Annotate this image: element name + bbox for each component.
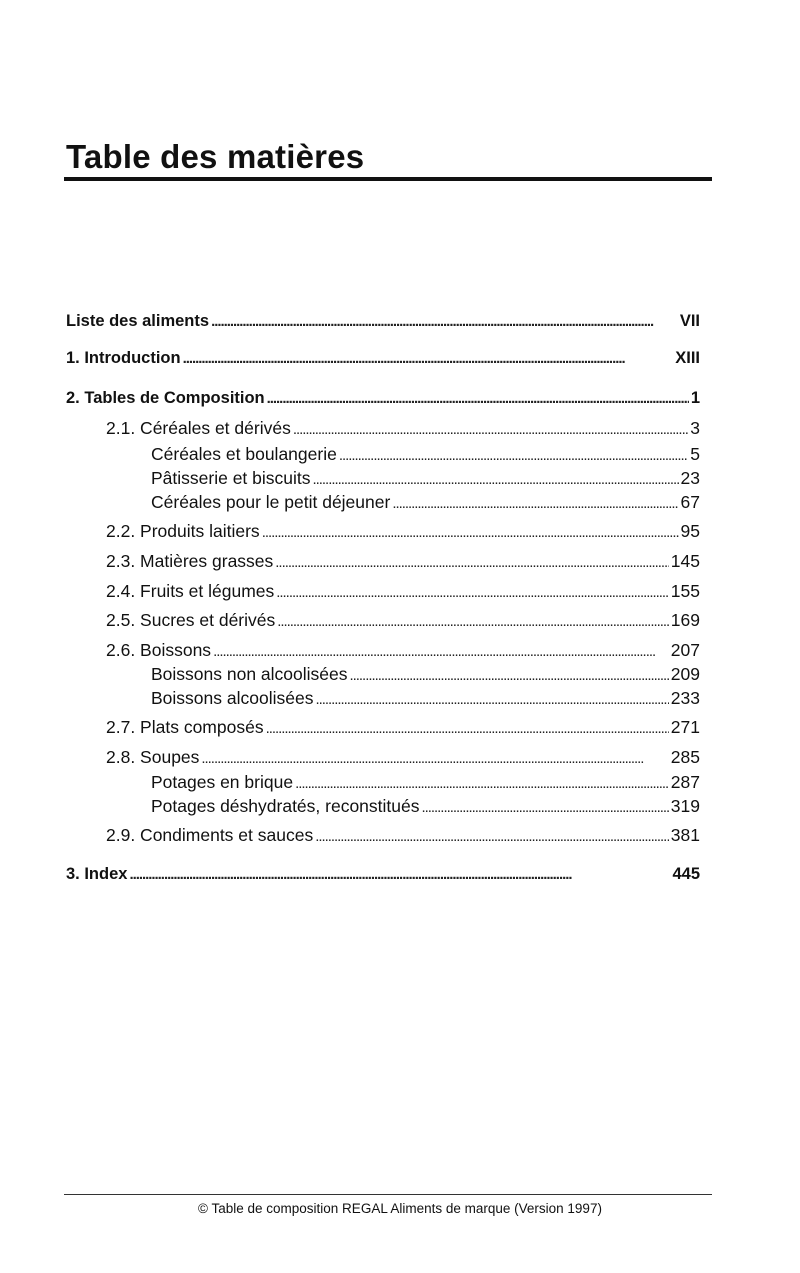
toc-entry — [106, 551, 700, 573]
toc-dot-leader — [422, 796, 669, 818]
toc-entry-label: Boissons alcoolisées — [151, 688, 314, 708]
toc-entry-page-number: 1 — [690, 389, 700, 407]
toc-entry — [66, 864, 700, 885]
toc-entry-page-number: 209 — [670, 664, 700, 684]
toc-dot-leader — [129, 864, 670, 885]
toc-entry-label: Boissons non alcoolisées — [151, 664, 348, 684]
toc-dot-leader — [315, 825, 669, 847]
toc-entry — [151, 772, 700, 794]
toc-entry-label: Potages en brique — [151, 772, 294, 792]
toc-entry-label: Pâtisserie et biscuits — [151, 468, 311, 488]
toc-dot-leader — [339, 444, 688, 466]
toc-entry — [106, 825, 700, 847]
toc-entry-page-number: 445 — [672, 865, 700, 883]
toc-dot-leader — [392, 492, 678, 514]
toc-dot-leader — [266, 717, 669, 739]
toc-entry — [66, 311, 700, 332]
toc-dot-leader — [262, 521, 679, 543]
toc-entry — [66, 348, 700, 369]
footer-copyright: © Table de composition REGAL Aliments de marque (Version 1997) — [198, 1201, 602, 1216]
toc-entry-page-number: 207 — [670, 640, 700, 660]
toc-dot-leader — [315, 688, 668, 710]
toc-entry-label: Potages déshydratés, reconstitués — [151, 796, 420, 816]
toc-entry-label: 2.3. Matières grasses — [106, 551, 274, 571]
toc-entry — [106, 747, 700, 769]
toc-entry-page-number: 285 — [670, 747, 700, 767]
toc-entry-label: 2.1. Céréales et dérivés — [106, 418, 291, 438]
toc-entry-label: 3. Index — [66, 865, 128, 883]
toc-dot-leader — [267, 388, 689, 409]
toc-dot-leader — [201, 747, 668, 769]
toc-entry-page-number: 155 — [670, 581, 700, 601]
toc-entry-label: 2.7. Plats composés — [106, 717, 264, 737]
toc-entry-page-number: 23 — [680, 468, 700, 488]
toc-dot-leader — [295, 772, 669, 794]
toc-entry-label: Liste des aliments — [66, 312, 210, 330]
toc-entry — [151, 796, 700, 818]
toc-entry-page-number: 3 — [690, 418, 700, 438]
toc-dot-leader — [277, 610, 669, 632]
toc-entry-page-number: 381 — [670, 825, 700, 845]
toc-dot-leader — [276, 581, 669, 603]
toc-entry — [106, 610, 700, 632]
toc-entry-label: 2.8. Soupes — [106, 747, 200, 767]
page-title: Table des matières — [66, 138, 365, 175]
toc-entry-label: 2.4. Fruits et légumes — [106, 581, 275, 601]
toc-entry-page-number: 233 — [670, 688, 700, 708]
toc-dot-leader — [183, 348, 674, 369]
toc-entry — [151, 688, 700, 710]
toc-entry — [151, 468, 700, 490]
toc-dot-leader — [213, 640, 669, 662]
toc-dot-leader — [293, 418, 688, 440]
toc-entry-label: 2. Tables de Composition — [66, 389, 265, 407]
toc-entry-label: 2.2. Produits laitiers — [106, 521, 260, 541]
toc-entry-label: Céréales et boulangerie — [151, 444, 337, 464]
toc-entry — [66, 388, 700, 409]
toc-entry-page-number: 145 — [670, 551, 700, 571]
toc-dot-leader — [350, 664, 669, 686]
toc-entry — [151, 492, 700, 514]
toc-entry-page-number: VII — [679, 312, 700, 330]
toc-entry-page-number: XIII — [675, 349, 700, 367]
toc-entry-label: 1. Introduction — [66, 349, 181, 367]
toc-entry — [151, 444, 700, 466]
toc-entry-label: 2.5. Sucres et dérivés — [106, 610, 276, 630]
toc-dot-leader — [313, 468, 679, 490]
toc-entry — [106, 418, 700, 440]
toc-entry — [106, 717, 700, 739]
toc-entry-page-number: 287 — [670, 772, 700, 792]
toc-entry-page-number: 95 — [680, 521, 700, 541]
toc-entry-page-number: 67 — [680, 492, 700, 512]
toc-entry-page-number: 5 — [690, 444, 700, 464]
toc-entry-label: 2.6. Boissons — [106, 640, 212, 660]
toc-entry — [151, 664, 700, 686]
toc-entry-label: Céréales pour le petit déjeuner — [151, 492, 391, 512]
toc-dot-leader — [275, 551, 669, 573]
toc-entry-page-number: 319 — [670, 796, 700, 816]
footer-divider — [64, 1194, 712, 1195]
toc-entry — [106, 581, 700, 603]
toc-entry — [106, 640, 700, 662]
toc-dot-leader — [211, 311, 678, 332]
toc-entry-label: 2.9. Condiments et sauces — [106, 825, 314, 845]
toc-entry-page-number: 271 — [670, 717, 700, 737]
toc-entry-page-number: 169 — [670, 610, 700, 630]
toc-entry — [106, 521, 700, 543]
